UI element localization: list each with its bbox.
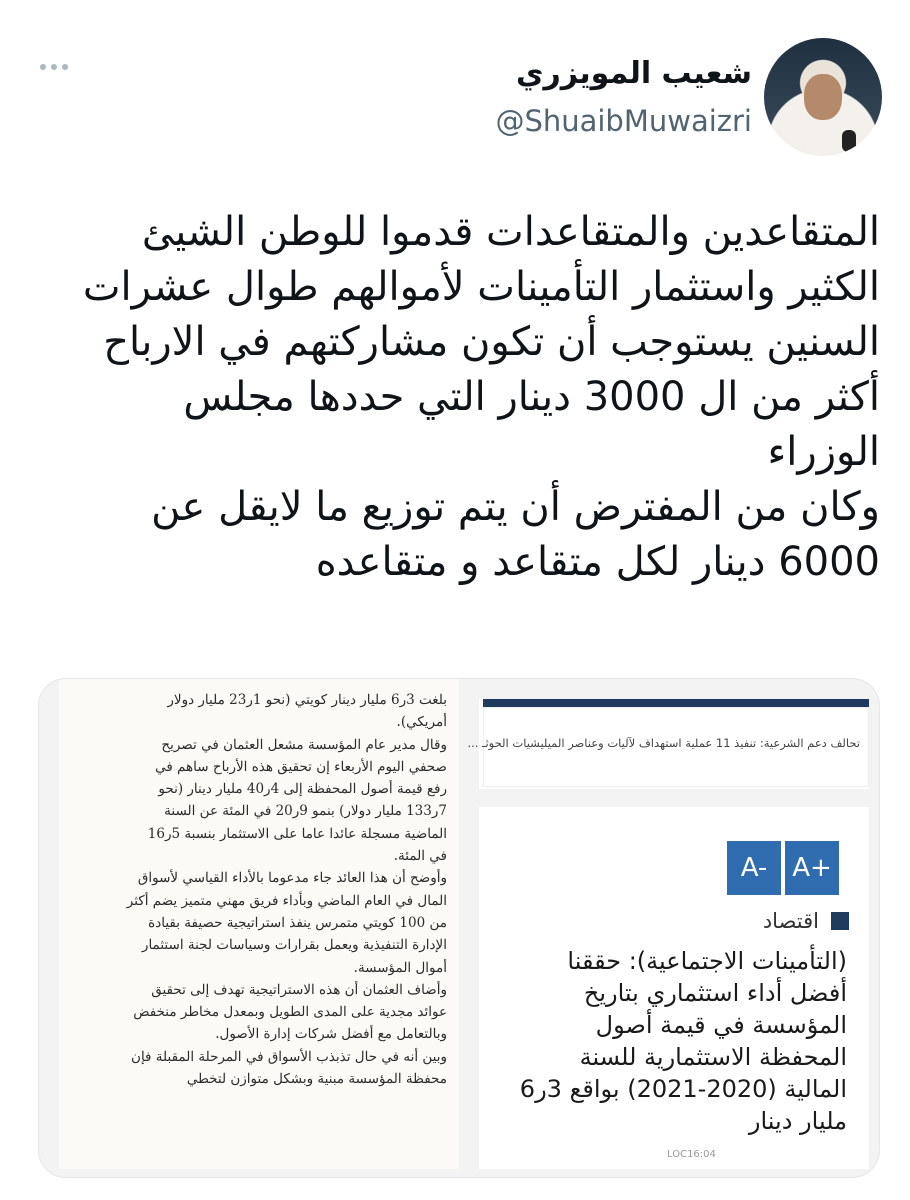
font-decrease-button[interactable]: A- (727, 841, 781, 895)
font-increase-button[interactable]: A+ (785, 841, 839, 895)
dot (51, 64, 57, 70)
site-top-bar (483, 699, 869, 707)
author-name[interactable]: شعيب المويزري (515, 56, 752, 91)
dot (40, 64, 46, 70)
section-divider (479, 789, 869, 807)
attached-image[interactable] (38, 678, 880, 1178)
dot (62, 64, 68, 70)
category-label: اقتصاد (762, 909, 819, 933)
more-options-icon[interactable] (40, 64, 68, 70)
article-screenshot-right (467, 699, 869, 1169)
article-body-text: بلغت 3ر6 مليار دينار كويتي (نحو 1ر23 مليار دولار أمريكي). وقال مدير عام المؤسسة مشعل العثمان في تصريح صحفي اليوم الأربعاء إن تحقيق هذه الأرباح ساهم في رفع قيمة أصول المحفظة إلى 4ر40 مليار دينار (نحو 7ر133 مليار دولار) بنمو 9ر20 في المئة عن السنة الماضية مسجلة عائدا عاما على الاستثمار بنسبة 5ر16 في المئة. وأوضح أن هذا العائد جاء مدعوما بالأداء القياسي لأسواق المال في العام الماضي وبأداء فريق مهني متميز يضم أكثر من 100 كويتي متمرس ينفذ استراتيجية حصيفة بقيادة الإدارة التنفيذية ويعمل بقرارات وسياسات لجنة استثمار أموال المؤسسة. وأضاف العثمان أن هذه الاستراتيجية تهدف إلى تحقيق عوائد مجدية على المدى الطويل وبمعدل مخاطر منخفض وبالتعامل مع أفضل شركات إدارة الأصول. وبين أنه في حال تذبذب الأسواق في المرحلة المقبلة فإن محفظة المؤسسة مبنية وبشكل متوازن لتخطي (126, 692, 447, 1088)
avatar-face (804, 74, 842, 120)
breaking-news-text: تحالف دعم الشرعية: تنفيذ 11 عملية استهداف لآليات وعناصر الميليشيات الحوثـ ... (467, 736, 860, 750)
tweet-text: المتقاعدين والمتقاعدات قدموا للوطن الشيئ الكثير واستثمار التأمينات لأموالهم طوال عشرات السنين يستوجب أن تكون مشاركتهم في الارباح أكثر من ال 3000 دينار التي حددها مجلس الوزراء وكان من المفترض أن يتم توزيع ما لايقل عن 6000 دينار لكل متقاعد و متقاعده (82, 209, 880, 585)
article-headline: (التأمينات الاجتماعية): حققنا أفضل أداء استثماري بتاريخ المؤسسة في قيمة أصول المحفظة الاستثمارية للسنة المالية (2020-2021) بواقع 3ر6 مليار دينار (519, 947, 847, 1135)
avatar[interactable] (764, 38, 882, 156)
breaking-news-strip (467, 707, 869, 787)
article-screenshot-left (59, 679, 459, 1169)
category-tag (763, 909, 849, 933)
font-size-controls (727, 841, 839, 895)
avatar-microphone (842, 130, 856, 152)
category-square-icon (831, 912, 849, 930)
article-footer-code: LOC16:04 (667, 1149, 716, 1160)
author-handle[interactable]: @ShuaibMuwaizri (495, 104, 752, 138)
